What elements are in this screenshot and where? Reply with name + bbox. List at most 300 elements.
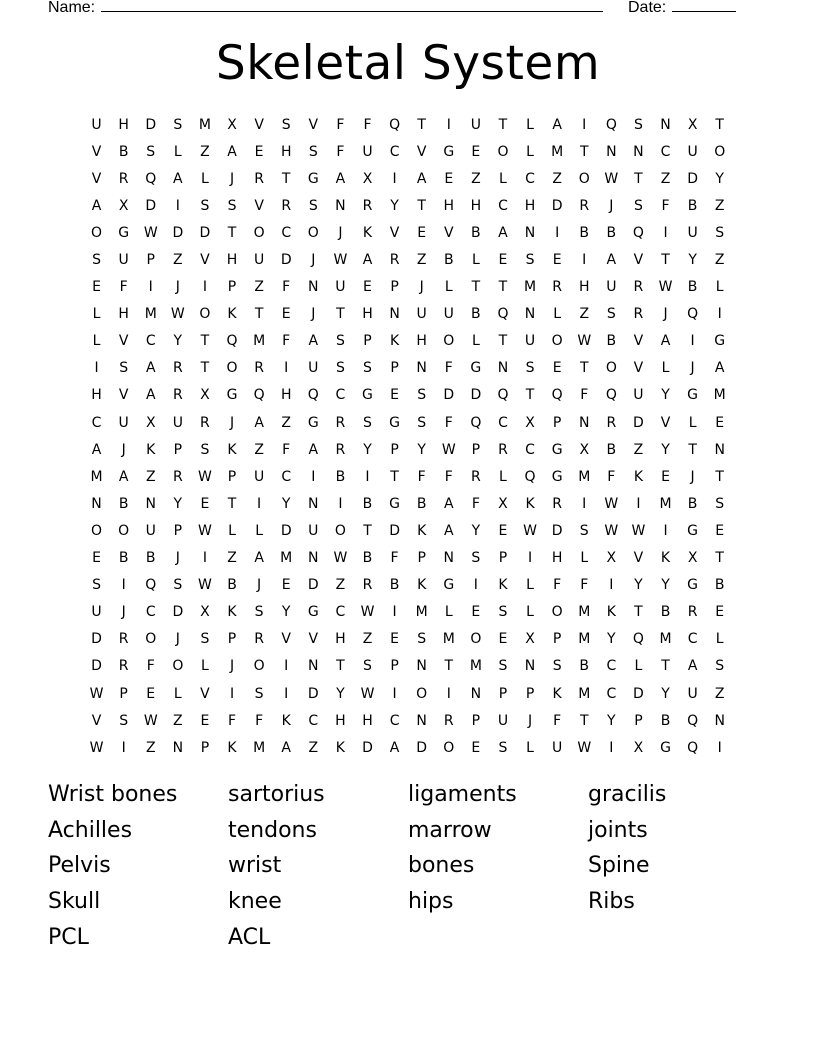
grid-letter: M bbox=[442, 631, 455, 648]
grid-letter: F bbox=[336, 116, 345, 133]
grid-letter: Z bbox=[254, 279, 264, 296]
grid-letter: O bbox=[416, 685, 428, 702]
grid-letter: W bbox=[604, 495, 619, 512]
grid-letter: Y bbox=[336, 685, 345, 702]
grid-letter: C bbox=[145, 333, 156, 350]
grid-letter: J bbox=[690, 360, 695, 377]
grid-letter: E bbox=[661, 468, 670, 485]
grid-letter: B bbox=[389, 577, 400, 594]
grid-letter: F bbox=[282, 279, 291, 296]
grid-letter: I bbox=[582, 252, 587, 269]
grid-letter: S bbox=[498, 604, 508, 621]
grid-letter: Y bbox=[471, 522, 481, 539]
grid-letter: K bbox=[633, 468, 644, 485]
grid-letter: D bbox=[91, 658, 102, 675]
grid-letter: V bbox=[200, 685, 210, 702]
grid-letter: W bbox=[143, 224, 158, 241]
grid-letter: E bbox=[92, 550, 101, 567]
word-list-item: joints bbox=[588, 817, 648, 843]
grid-letter: P bbox=[390, 360, 399, 377]
grid-letter: I bbox=[446, 116, 451, 133]
grid-letter: J bbox=[229, 170, 235, 187]
grid-letter: I bbox=[636, 495, 641, 512]
grid-letter: W bbox=[360, 685, 375, 702]
worksheet-header bbox=[48, 0, 768, 21]
grid-letter: N bbox=[145, 495, 156, 512]
grid-letter: E bbox=[363, 279, 372, 296]
grid-letter: S bbox=[417, 631, 427, 648]
grid-letter: X bbox=[118, 197, 129, 214]
grid-letter: S bbox=[363, 414, 372, 431]
grid-letter: K bbox=[417, 522, 427, 539]
grid-letter: P bbox=[634, 712, 643, 729]
grid-letter: K bbox=[281, 712, 291, 729]
grid-letter: C bbox=[525, 441, 535, 458]
grid-letter: V bbox=[118, 387, 129, 404]
grid-letter: S bbox=[363, 360, 372, 377]
grid-letter: H bbox=[335, 712, 346, 729]
grid-letter: O bbox=[605, 360, 617, 377]
name-label: Name: bbox=[48, 0, 96, 16]
grid-letter: U bbox=[253, 468, 265, 485]
grid-letter: J bbox=[121, 604, 126, 621]
grid-letter: T bbox=[417, 116, 426, 133]
grid-letter: E bbox=[498, 522, 508, 539]
grid-letter: H bbox=[280, 387, 292, 404]
grid-letter: S bbox=[173, 577, 183, 594]
grid-letter: P bbox=[525, 685, 535, 702]
grid-letter: M bbox=[469, 658, 482, 675]
grid-letter: A bbox=[687, 658, 698, 675]
grid-letter: I bbox=[473, 577, 478, 594]
grid-letter: K bbox=[227, 739, 237, 756]
grid-letter: F bbox=[363, 116, 372, 133]
grid-letter: F bbox=[417, 468, 426, 485]
grid-letter: R bbox=[172, 468, 183, 485]
grid-letter: L bbox=[444, 279, 453, 296]
grid-letter: J bbox=[175, 631, 180, 648]
grid-letter: W bbox=[333, 550, 348, 567]
grid-letter: P bbox=[498, 685, 508, 702]
word-list-item: marrow bbox=[408, 817, 492, 843]
grid-letter: M bbox=[578, 604, 591, 621]
grid-letter: T bbox=[200, 360, 210, 377]
grid-letter: P bbox=[552, 414, 562, 431]
grid-letter: T bbox=[471, 279, 481, 296]
grid-letter: N bbox=[714, 441, 725, 458]
grid-letter: U bbox=[443, 306, 454, 323]
grid-letter: T bbox=[227, 495, 237, 512]
grid-letter: V bbox=[443, 224, 454, 241]
grid-letter: O bbox=[199, 306, 211, 323]
grid-letter: N bbox=[308, 495, 319, 512]
grid-letter: Z bbox=[416, 252, 427, 269]
grid-letter: C bbox=[281, 224, 292, 241]
grid-letter: G bbox=[470, 360, 482, 377]
grid-letter: F bbox=[444, 414, 453, 431]
word-list-item: tendons bbox=[228, 817, 317, 843]
grid-letter: P bbox=[227, 631, 237, 648]
grid-letter: T bbox=[579, 143, 589, 160]
grid-letter: U bbox=[335, 279, 346, 296]
grid-letter: H bbox=[443, 197, 455, 214]
grid-letter: A bbox=[91, 441, 102, 458]
grid-letter: D bbox=[145, 197, 157, 214]
grid-letter: E bbox=[390, 387, 399, 404]
grid-letter: I bbox=[94, 360, 99, 377]
grid-letter: T bbox=[715, 116, 724, 133]
grid-letter: Z bbox=[308, 739, 319, 756]
grid-letter: S bbox=[525, 252, 535, 269]
grid-letter: V bbox=[660, 414, 671, 431]
grid-letter: E bbox=[498, 252, 508, 269]
grid-letter: K bbox=[335, 739, 345, 756]
grid-letter: U bbox=[172, 414, 183, 431]
grid-letter: B bbox=[660, 712, 671, 729]
grid-letter: Q bbox=[687, 739, 699, 756]
grid-letter: W bbox=[604, 170, 619, 187]
grid-letter: C bbox=[145, 604, 156, 621]
grid-letter: A bbox=[145, 387, 156, 404]
grid-letter: N bbox=[524, 658, 536, 675]
grid-letter: J bbox=[609, 197, 614, 214]
grid-letter: C bbox=[389, 712, 400, 729]
grid-letter: D bbox=[145, 116, 157, 133]
grid-letter: E bbox=[552, 360, 562, 377]
grid-letter: I bbox=[717, 739, 722, 756]
grid-letter: A bbox=[118, 468, 129, 485]
grid-letter: K bbox=[552, 685, 562, 702]
grid-letter: S bbox=[498, 739, 508, 756]
grid-letter: J bbox=[229, 414, 235, 431]
grid-letter: N bbox=[416, 658, 427, 675]
grid-letter: L bbox=[201, 658, 209, 675]
word-list-item: Skull bbox=[48, 889, 101, 915]
grid-letter: J bbox=[690, 468, 695, 485]
grid-letter: I bbox=[392, 685, 397, 702]
grid-letter: Q bbox=[145, 577, 157, 594]
grid-letter: M bbox=[578, 468, 591, 485]
grid-letter: Z bbox=[173, 252, 183, 269]
grid-letter: G bbox=[307, 604, 319, 621]
grid-letter: N bbox=[497, 360, 509, 377]
grid-letter: S bbox=[200, 441, 210, 458]
word-list-item: knee bbox=[228, 889, 282, 915]
grid-letter: B bbox=[471, 306, 481, 323]
grid-letter: K bbox=[389, 333, 400, 350]
grid-letter: R bbox=[606, 414, 617, 431]
grid-letter: Y bbox=[281, 604, 291, 621]
grid-letter: M bbox=[90, 468, 103, 485]
grid-letter: Q bbox=[551, 387, 563, 404]
grid-letter: W bbox=[441, 441, 456, 458]
name-blank-line bbox=[101, 0, 603, 12]
grid-letter: D bbox=[551, 197, 563, 214]
grid-letter: W bbox=[360, 604, 375, 621]
grid-letter: G bbox=[307, 170, 319, 187]
grid-letter: E bbox=[92, 279, 101, 296]
grid-letter: W bbox=[577, 739, 592, 756]
grid-letter: I bbox=[202, 550, 207, 567]
word-list-item: wrist bbox=[228, 853, 282, 879]
grid-letter: W bbox=[333, 252, 348, 269]
grid-letter: Y bbox=[634, 577, 643, 594]
grid-letter: F bbox=[444, 468, 453, 485]
grid-letter: Y bbox=[715, 170, 724, 187]
grid-letter: O bbox=[91, 224, 103, 241]
grid-letter: D bbox=[172, 604, 184, 621]
grid-letter: R bbox=[362, 197, 373, 214]
grid-letter: I bbox=[717, 306, 722, 323]
grid-letter: G bbox=[687, 577, 699, 594]
grid-letter: M bbox=[551, 143, 564, 160]
grid-letter: F bbox=[607, 468, 616, 485]
grid-letter: I bbox=[690, 333, 695, 350]
grid-letter: M bbox=[524, 279, 537, 296]
grid-letter: I bbox=[311, 468, 316, 485]
grid-letter: F bbox=[553, 577, 562, 594]
grid-letter: P bbox=[498, 550, 508, 567]
grid-letter: X bbox=[227, 116, 237, 133]
grid-letter: Y bbox=[417, 441, 426, 458]
grid-letter: T bbox=[336, 658, 345, 675]
grid-letter: Z bbox=[362, 631, 373, 648]
grid-letter: B bbox=[416, 495, 427, 512]
grid-letter: A bbox=[91, 197, 102, 214]
grid-letter: O bbox=[551, 604, 563, 621]
grid-letter: T bbox=[688, 441, 697, 458]
grid-letter: O bbox=[118, 522, 130, 539]
grid-letter: X bbox=[606, 550, 617, 567]
grid-letter: O bbox=[334, 522, 346, 539]
grid-letter: J bbox=[311, 306, 316, 323]
grid-letter: I bbox=[284, 658, 289, 675]
grid-letter: Q bbox=[687, 712, 699, 729]
grid-letter: S bbox=[715, 224, 725, 241]
grid-letter: J bbox=[338, 224, 343, 241]
grid-letter: B bbox=[606, 333, 617, 350]
grid-letter: L bbox=[715, 631, 724, 648]
grid-letter: S bbox=[525, 360, 535, 377]
grid-letter: U bbox=[308, 360, 319, 377]
grid-letter: S bbox=[308, 143, 318, 160]
grid-letter: X bbox=[687, 116, 698, 133]
grid-letter: Z bbox=[660, 170, 671, 187]
grid-letter: A bbox=[714, 360, 725, 377]
grid-letter: M bbox=[253, 333, 266, 350]
grid-letter: Y bbox=[607, 631, 616, 648]
grid-letter: D bbox=[416, 739, 428, 756]
grid-letter: C bbox=[308, 712, 319, 729]
grid-letter: E bbox=[281, 306, 291, 323]
word-list-item: Spine bbox=[588, 853, 650, 879]
grid-letter: S bbox=[498, 658, 508, 675]
grid-letter: Z bbox=[227, 550, 237, 567]
grid-letter: T bbox=[579, 712, 589, 729]
grid-letter: Q bbox=[307, 387, 319, 404]
grid-letter: S bbox=[92, 577, 101, 594]
grid-letter: G bbox=[389, 414, 400, 431]
grid-letter: L bbox=[201, 170, 209, 187]
grid-letter: S bbox=[119, 712, 129, 729]
grid-letter: N bbox=[524, 224, 536, 241]
grid-letter: R bbox=[118, 658, 129, 675]
grid-letter: R bbox=[579, 197, 590, 214]
grid-letter: N bbox=[470, 685, 482, 702]
grid-letter: N bbox=[416, 360, 427, 377]
grid-letter: F bbox=[580, 387, 589, 404]
grid-letter: O bbox=[714, 143, 726, 160]
grid-letter: I bbox=[148, 279, 153, 296]
grid-letter: D bbox=[172, 224, 184, 241]
grid-letter: T bbox=[200, 333, 210, 350]
grid-letter: H bbox=[335, 631, 346, 648]
grid-letter: R bbox=[552, 279, 562, 296]
grid-letter: P bbox=[390, 279, 399, 296]
grid-letter: B bbox=[579, 658, 590, 675]
grid-letter: U bbox=[524, 333, 536, 350]
grid-letter: E bbox=[146, 685, 156, 702]
grid-letter: A bbox=[308, 441, 319, 458]
grid-letter: I bbox=[446, 685, 451, 702]
grid-letter: Q bbox=[632, 224, 644, 241]
grid-letter: V bbox=[633, 333, 644, 350]
grid-letter: S bbox=[471, 550, 481, 567]
grid-letter: X bbox=[362, 170, 373, 187]
grid-letter: K bbox=[362, 224, 373, 241]
grid-letter: L bbox=[688, 414, 697, 431]
grid-letter: S bbox=[363, 658, 372, 675]
grid-letter: I bbox=[663, 522, 668, 539]
word-list-item: bones bbox=[408, 853, 475, 879]
grid-letter: H bbox=[226, 252, 238, 269]
grid-letter: U bbox=[362, 143, 373, 160]
grid-letter: W bbox=[631, 522, 646, 539]
grid-letter: R bbox=[254, 170, 264, 187]
grid-letter: R bbox=[552, 495, 562, 512]
grid-letter: C bbox=[687, 631, 698, 648]
word-list-item: ACL bbox=[228, 924, 271, 950]
grid-letter: U bbox=[118, 414, 129, 431]
grid-letter: F bbox=[390, 550, 399, 567]
grid-letter: I bbox=[609, 577, 614, 594]
grid-letter: S bbox=[254, 604, 264, 621]
grid-letter: S bbox=[173, 116, 183, 133]
grid-letter: T bbox=[227, 224, 237, 241]
grid-letter: N bbox=[443, 550, 454, 567]
grid-letter: I bbox=[663, 224, 668, 241]
grid-letter: J bbox=[257, 577, 262, 594]
grid-letter: M bbox=[659, 495, 672, 512]
grid-letter: T bbox=[661, 658, 670, 675]
grid-letter: Z bbox=[633, 441, 644, 458]
grid-letter: N bbox=[335, 197, 346, 214]
grid-letter: P bbox=[471, 441, 481, 458]
grid-letter: R bbox=[335, 441, 346, 458]
grid-letter: S bbox=[579, 522, 589, 539]
grid-letter: D bbox=[362, 739, 373, 756]
grid-letter: B bbox=[443, 252, 454, 269]
grid-letter: N bbox=[606, 143, 617, 160]
grid-letter: G bbox=[362, 387, 373, 404]
grid-letter: T bbox=[715, 468, 724, 485]
grid-letter: R bbox=[281, 197, 292, 214]
grid-letter: H bbox=[362, 712, 373, 729]
date-label: Date: bbox=[628, 0, 667, 16]
grid-letter: V bbox=[91, 712, 102, 729]
grid-letter: S bbox=[200, 197, 210, 214]
grid-letter: V bbox=[633, 252, 644, 269]
grid-letter: B bbox=[362, 495, 373, 512]
grid-letter: R bbox=[633, 279, 644, 296]
grid-letter: T bbox=[444, 658, 454, 675]
date-blank-line bbox=[672, 0, 736, 12]
grid-letter: Y bbox=[173, 495, 183, 512]
grid-letter: C bbox=[660, 143, 671, 160]
grid-letter: U bbox=[308, 522, 319, 539]
grid-letter: B bbox=[335, 468, 346, 485]
grid-letter: P bbox=[119, 685, 128, 702]
grid-letter: T bbox=[661, 252, 670, 269]
grid-letter: D bbox=[280, 522, 292, 539]
grid-letter: Y bbox=[390, 197, 399, 214]
grid-letter: E bbox=[715, 604, 725, 621]
grid-letter: K bbox=[227, 306, 237, 323]
grid-letter: Q bbox=[605, 387, 617, 404]
grid-letter: T bbox=[390, 468, 399, 485]
grid-letter: S bbox=[200, 631, 210, 648]
grid-letter: X bbox=[525, 414, 535, 431]
grid-letter: J bbox=[311, 252, 316, 269]
grid-letter: E bbox=[498, 631, 508, 648]
grid-letter: D bbox=[551, 522, 563, 539]
grid-letter: V bbox=[118, 333, 129, 350]
grid-letter: S bbox=[552, 658, 562, 675]
grid-letter: H bbox=[118, 116, 129, 133]
grid-letter: N bbox=[714, 712, 725, 729]
grid-letter: Q bbox=[470, 414, 482, 431]
grid-letter: H bbox=[470, 197, 482, 214]
grid-letter: C bbox=[606, 685, 617, 702]
grid-letter: Y bbox=[661, 387, 670, 404]
grid-letter: R bbox=[118, 631, 129, 648]
grid-letter: P bbox=[173, 441, 183, 458]
grid-letter: L bbox=[471, 333, 480, 350]
grid-letter: B bbox=[606, 224, 617, 241]
grid-letter: J bbox=[175, 279, 180, 296]
grid-letter: V bbox=[308, 631, 319, 648]
grid-letter: B bbox=[687, 495, 698, 512]
grid-letter: Z bbox=[714, 685, 725, 702]
grid-letter: N bbox=[660, 116, 671, 133]
grid-letter: A bbox=[606, 252, 617, 269]
grid-letter: C bbox=[389, 143, 400, 160]
grid-letter: A bbox=[498, 224, 508, 241]
grid-letter: Z bbox=[145, 468, 156, 485]
grid-letter: S bbox=[715, 658, 725, 675]
word-list-item: Achilles bbox=[48, 817, 133, 843]
grid-letter: I bbox=[555, 224, 560, 241]
grid-letter: Q bbox=[497, 306, 509, 323]
grid-letter: O bbox=[551, 333, 563, 350]
grid-letter: V bbox=[281, 631, 291, 648]
grid-letter: V bbox=[91, 143, 102, 160]
grid-letter: A bbox=[443, 522, 454, 539]
grid-letter: F bbox=[553, 712, 562, 729]
grid-letter: Q bbox=[632, 631, 644, 648]
grid-letter: U bbox=[687, 224, 698, 241]
grid-letter: A bbox=[227, 143, 237, 160]
